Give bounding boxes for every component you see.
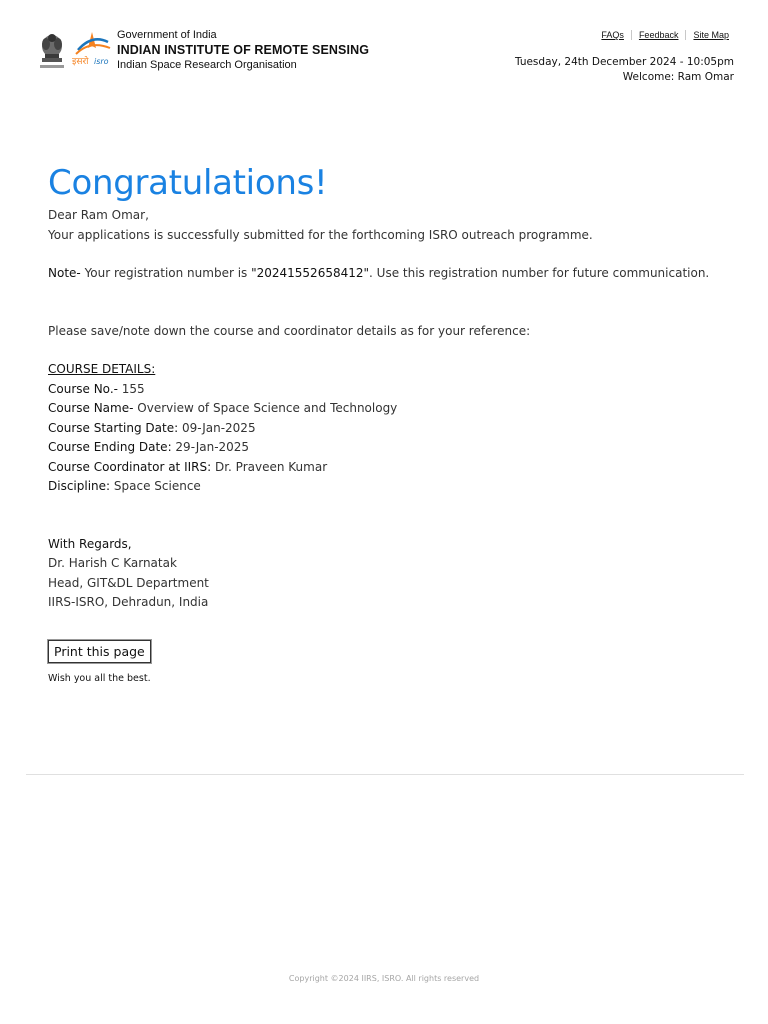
feedback-link[interactable]: Feedback xyxy=(638,30,679,40)
print-page-button[interactable]: Print this page xyxy=(48,640,151,663)
course-number-row xyxy=(48,380,728,400)
course-name-label: Course Name- xyxy=(48,401,134,415)
registration-note xyxy=(48,264,728,284)
copyright-text: Copyright ©2024 IIRS, ISRO. All rights reserved xyxy=(288,974,480,983)
registration-number: "20241552658412" xyxy=(251,266,370,280)
course-end-row xyxy=(48,438,728,458)
note-text-after: . Use this registration number for future communication. xyxy=(369,266,710,280)
welcome-user: Welcome: Ram Omar xyxy=(622,71,734,83)
discipline-label: Discipline: xyxy=(48,479,111,493)
course-start-label: Course Starting Date: xyxy=(48,420,179,435)
svg-text:इसरो: इसरो xyxy=(72,57,89,67)
confirmation-content xyxy=(48,160,728,684)
course-start-value: 09-Jan-2025 xyxy=(178,420,256,435)
link-divider xyxy=(631,30,632,40)
government-line: Government of India xyxy=(117,29,217,41)
note-text-before: Your registration number is xyxy=(80,266,252,280)
signatory-position: Head, GIT&DL Department xyxy=(48,575,209,590)
course-name-value: Overview of Space Science and Technology xyxy=(133,401,398,415)
svg-text:isro: isro xyxy=(94,57,109,66)
discipline-row xyxy=(48,477,728,497)
save-note: Please save/note down the course and coordinator details as for your reference: xyxy=(48,323,531,338)
course-coordinator-row xyxy=(48,458,728,478)
top-links xyxy=(601,30,729,40)
course-details-heading: COURSE DETAILS: xyxy=(48,362,156,376)
isro-logo-icon xyxy=(70,30,114,72)
current-datetime: Tuesday, 24th December 2024 - 10:05pm xyxy=(515,56,734,68)
course-number-value: 155 xyxy=(117,381,145,396)
course-end-label: Course Ending Date: xyxy=(48,440,172,454)
course-number-label: Course No.- xyxy=(48,381,118,396)
note-label: Note- xyxy=(48,266,81,280)
course-coordinator-label: Course Coordinator at IIRS: xyxy=(48,459,212,474)
course-end-value: 29-Jan-2025 xyxy=(171,440,250,454)
closing-wish: Wish you all the best. xyxy=(48,672,151,684)
header-info xyxy=(515,55,734,85)
site-map-link[interactable]: Site Map xyxy=(693,30,729,40)
greeting: Dear Ram Omar, xyxy=(48,208,149,222)
national-emblem-icon xyxy=(36,28,68,72)
organisation-line: Indian Space Research Organisation xyxy=(117,59,297,71)
link-divider xyxy=(685,30,686,40)
organization-block xyxy=(117,29,369,72)
signatory-name: Dr. Harish C Karnatak xyxy=(48,556,177,570)
course-start-row xyxy=(48,419,728,439)
regards-label: With Regards, xyxy=(48,536,132,551)
submission-message: Your applications is successfully submitted for the forthcoming ISRO outreach programme. xyxy=(48,227,593,242)
page-title: Congratulations! xyxy=(48,163,328,203)
footer-divider xyxy=(26,774,744,775)
course-coordinator-value: Dr. Praveen Kumar xyxy=(211,459,328,474)
institute-name: INDIAN INSTITUTE OF REMOTE SENSING xyxy=(117,43,370,57)
course-name-row xyxy=(48,399,728,419)
signatory-place: IIRS-ISRO, Dehradun, India xyxy=(48,595,209,609)
faqs-link[interactable]: FAQs xyxy=(601,30,624,40)
discipline-value: Space Science xyxy=(110,479,201,493)
